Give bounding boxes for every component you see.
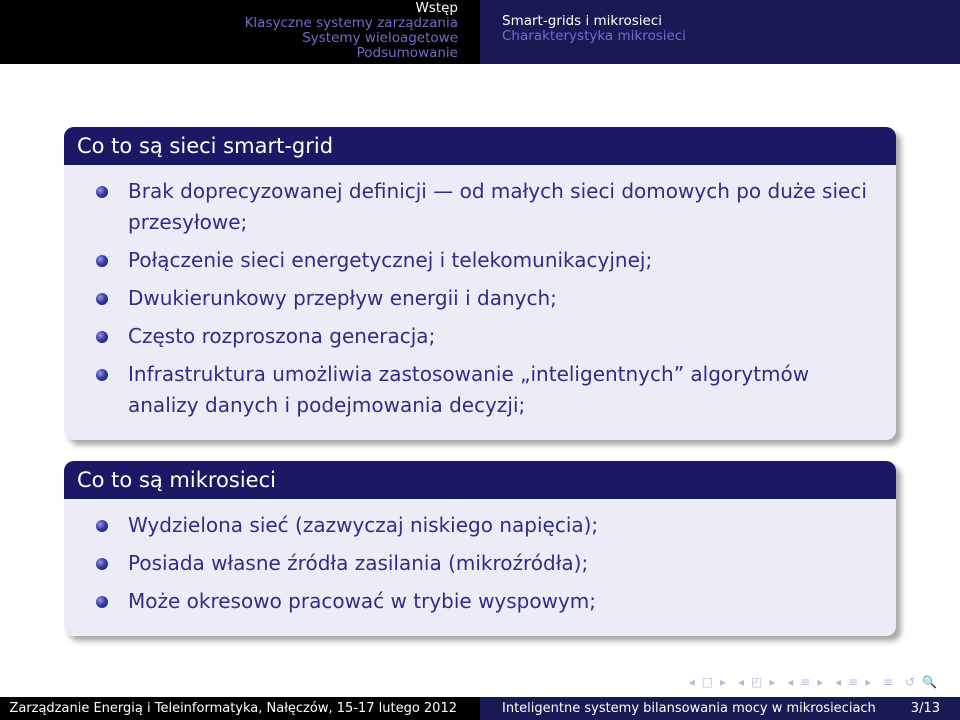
nav-subsection-charakterystyka[interactable]: Charakterystyka mikrosieci: [502, 28, 686, 44]
list-item-text: Połączenie sieci energetycznej i telekomunikacyjnej;: [128, 248, 653, 272]
nav-section-klasyczne-systemy[interactable]: Klasyczne systemy zarządzania: [244, 15, 458, 31]
prev-frame-icon[interactable]: ◂: [737, 675, 745, 689]
section-navigation: [0, 0, 480, 64]
footer-presentation-title: Inteligentne systemy bilansowania mocy w mikrosieciach: [502, 701, 876, 716]
block-title: Co to są sieci smart-grid: [64, 127, 896, 165]
prev-slide-icon[interactable]: ◂: [688, 675, 696, 689]
list-item: [96, 510, 882, 541]
footer-bar: [0, 697, 960, 720]
search-icon[interactable]: 🔍: [922, 675, 938, 689]
list-item-text: Często rozproszona generacja;: [128, 324, 436, 348]
subsection-icon[interactable]: ≡: [800, 675, 812, 689]
subsection-navigation: [480, 0, 960, 64]
list-item: [96, 586, 882, 617]
bullet-icon: [96, 331, 108, 343]
list-item-text: Posiada własne źródła zasilania (mikroźródła);: [128, 551, 589, 575]
back-icon[interactable]: ↺: [904, 675, 917, 689]
list-item: [96, 359, 882, 421]
list-item-text: Wydzielona sieć (zazwyczaj niskiego napięcia);: [128, 513, 599, 537]
smart-grid-block: [64, 127, 896, 440]
next-slide-icon[interactable]: ▸: [720, 675, 728, 689]
bullet-icon: [96, 558, 108, 570]
footer-title-area: [480, 697, 960, 720]
bullet-icon: [96, 186, 108, 198]
block-title: Co to są mikrosieci: [64, 461, 896, 499]
bullet-list: [96, 176, 882, 421]
block-body: [64, 499, 896, 636]
list-item: [96, 283, 882, 314]
section-icon[interactable]: ≡: [848, 675, 860, 689]
next-frame-icon[interactable]: ▸: [769, 675, 777, 689]
list-item: [96, 176, 882, 238]
bullet-icon: [96, 255, 108, 267]
bullet-list: [96, 510, 882, 617]
list-item-text: Brak doprecyzowanej definicji — od małych sieci domowych po duże sieci przesyłowe;: [128, 179, 867, 234]
nav-section-podsumowanie[interactable]: Podsumowanie: [356, 45, 458, 61]
list-item-text: Dwukierunkowy przepływ energii i danych;: [128, 286, 557, 310]
next-section-icon[interactable]: ▸: [865, 675, 873, 689]
nav-section-wstep[interactable]: Wstęp: [415, 0, 458, 16]
list-item: [96, 548, 882, 579]
prev-section-icon[interactable]: ◂: [835, 675, 843, 689]
frame-icon[interactable]: ◰: [750, 675, 764, 689]
bullet-icon: [96, 293, 108, 305]
bullet-icon: [96, 369, 108, 381]
block-body: [64, 165, 896, 440]
nav-subsection-smart-grids[interactable]: Smart-grids i mikrosieci: [502, 13, 663, 29]
beamer-navigation-symbols: [683, 675, 938, 689]
next-subsection-icon[interactable]: ▸: [817, 675, 825, 689]
nav-section-systemy-wieloagentowe[interactable]: Systemy wieloagetowe: [302, 30, 458, 46]
microgrid-block: [64, 461, 896, 636]
prev-subsection-icon[interactable]: ◂: [787, 675, 795, 689]
bullet-icon: [96, 596, 108, 608]
list-item-text: Może okresowo pracować w trybie wyspowym;: [128, 589, 597, 613]
bullet-icon: [96, 520, 108, 532]
list-item-text: Infrastruktura umożliwia zastosowanie „inteligentnych” algorytmów analizy danych i podejmowania decyzji;: [128, 362, 810, 417]
document-icon[interactable]: ≡: [883, 675, 895, 689]
list-item: [96, 321, 882, 352]
footer-conference: Zarządzanie Energią i Teleinformatyka, Nałęczów, 15-17 lutego 2012: [0, 697, 480, 720]
list-item: [96, 245, 882, 276]
top-navigation-bar: [0, 0, 960, 64]
page-number: 3/13: [910, 701, 940, 716]
slide-icon[interactable]: □: [701, 675, 715, 689]
